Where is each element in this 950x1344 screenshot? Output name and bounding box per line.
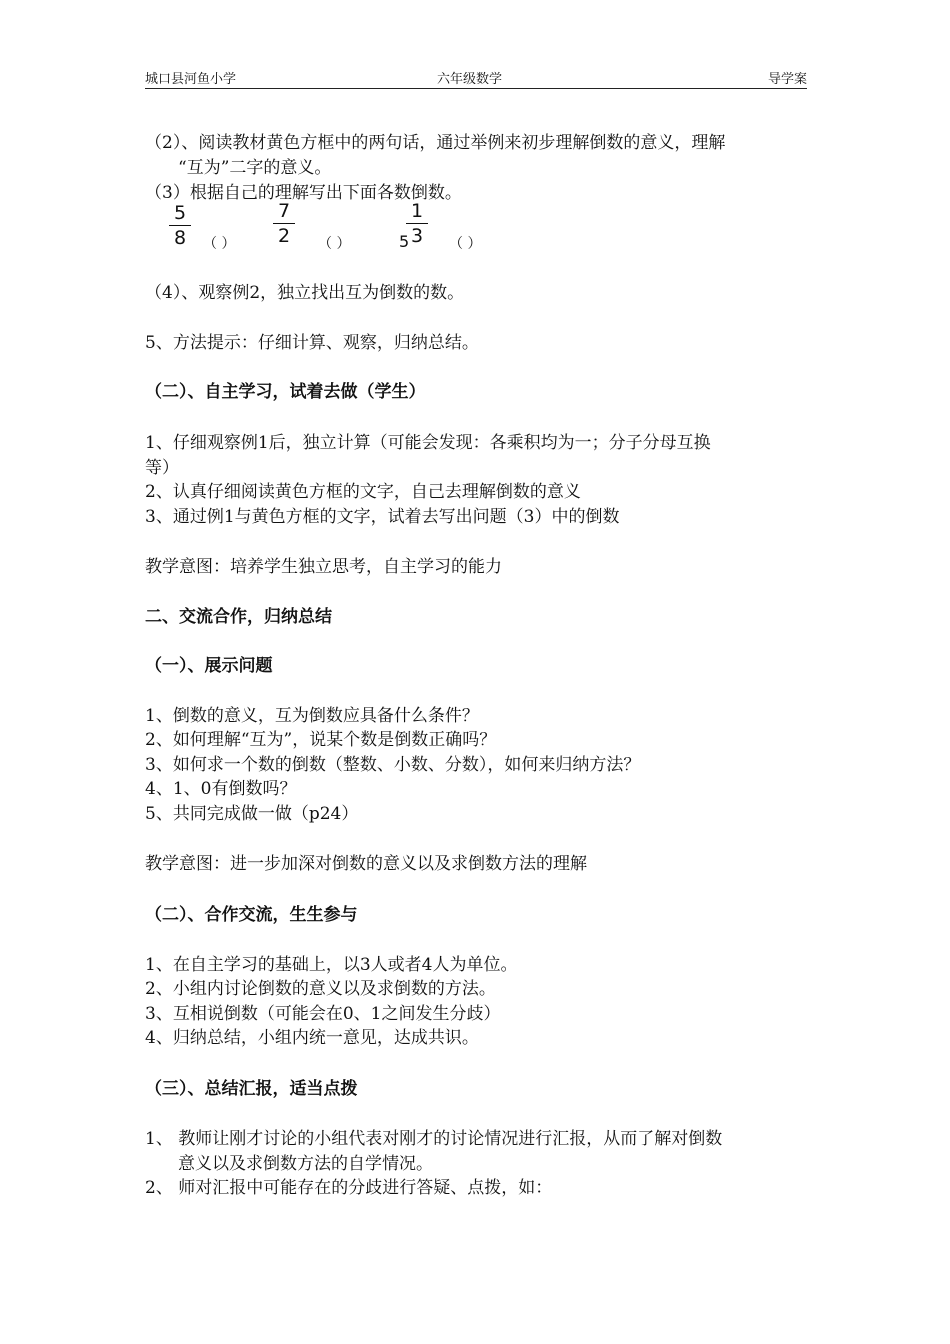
report-item-1-line2: 意义以及求倒数方法的自学情况。 bbox=[178, 1154, 433, 1174]
show-problems-heading: （一）、展示问题 bbox=[145, 656, 273, 676]
show-problems-intent: 教学意图：进一步加深对倒数的意义以及求倒数方法的理解 bbox=[145, 854, 587, 874]
list-item: 3、互相说倒数（可能会在0、1之间发生分歧） bbox=[145, 1004, 501, 1024]
self-study-item-2: 2、认真仔细阅读黄色方框的文字，自己去理解倒数的意义 bbox=[145, 482, 581, 502]
header-school: 城口县河鱼小学 bbox=[145, 72, 237, 87]
cooperation-heading: （二）、合作交流，生生参与 bbox=[145, 905, 358, 925]
self-study-item-1-line1: 1、仔细观察例1后，独立计算（可能会发现：各乘积均为一；分子分母互换 bbox=[145, 433, 711, 453]
self-study-item-1-line2: 等） bbox=[145, 458, 179, 478]
step-4: （4）、观察例2，独立找出互为倒数的数。 bbox=[145, 283, 465, 303]
step-5: 5、方法提示：仔细计算、观察，归纳总结。 bbox=[145, 333, 479, 353]
report-item-1-line1: 1、 教师让刚才讨论的小组代表对刚才的讨论情况进行汇报，从而了解对倒数 bbox=[145, 1129, 723, 1149]
list-item: 5、共同完成做一做（p24） bbox=[145, 804, 359, 824]
answer-blank: （ ） bbox=[449, 236, 482, 252]
section-2-heading: 二、交流合作，归纳总结 bbox=[145, 607, 332, 627]
list-item: 2、小组内讨论倒数的意义以及求倒数的方法。 bbox=[145, 979, 496, 999]
answer-blank: （ ） bbox=[203, 236, 236, 252]
report-item-2: 2、 师对汇报中可能存在的分歧进行答疑、点拨，如： bbox=[145, 1178, 553, 1198]
list-item: 1、在自主学习的基础上，以3人或者4人为单位。 bbox=[145, 955, 518, 975]
fraction-denominator: 8 bbox=[173, 227, 187, 249]
report-heading: （三）、总结汇报，适当点拨 bbox=[145, 1079, 358, 1099]
self-study-heading: （二）、自主学习，试着去做（学生） bbox=[145, 382, 426, 402]
fraction-5-8 bbox=[169, 202, 191, 249]
fraction-numerator: 7 bbox=[273, 200, 295, 224]
header-doc-type: 导学案 bbox=[767, 72, 807, 87]
fraction-denominator: 3 bbox=[410, 225, 424, 247]
self-study-intent: 教学意图：培养学生独立思考，自主学习的能力 bbox=[145, 557, 502, 577]
list-item: 3、如何求一个数的倒数（整数、小数、分数），如何来归纳方法？ bbox=[145, 755, 641, 775]
header-subject: 六年级数学 bbox=[437, 72, 503, 87]
fraction-denominator: 2 bbox=[277, 225, 291, 247]
step-3: （3）根据自己的理解写出下面各数倒数。 bbox=[145, 183, 462, 203]
fraction-numerator: 5 bbox=[169, 202, 191, 226]
list-item: 2、如何理解“互为”，说某个数是倒数正确吗？ bbox=[145, 730, 497, 750]
self-study-item-3: 3、通过例1与黄色方框的文字，试着去写出问题（3）中的倒数 bbox=[145, 507, 620, 527]
step-2-line1: （2）、阅读教材黄色方框中的两句话，通过举例来初步理解倒数的意义，理解 bbox=[145, 133, 726, 153]
list-item: 1、倒数的意义，互为倒数应具备什么条件？ bbox=[145, 706, 479, 726]
fraction-7-2 bbox=[273, 200, 295, 247]
fraction-numerator: 1 bbox=[406, 200, 428, 224]
fraction-1-3 bbox=[406, 200, 428, 247]
mixed-number-whole: 5 bbox=[399, 232, 410, 251]
step-2-line2: “互为”二字的意义。 bbox=[178, 158, 332, 178]
list-item: 4、1、0有倒数吗？ bbox=[145, 779, 297, 799]
answer-blank: （ ） bbox=[318, 236, 351, 252]
page-header bbox=[145, 66, 807, 89]
list-item: 4、归纳总结，小组内统一意见，达成共识。 bbox=[145, 1028, 479, 1048]
